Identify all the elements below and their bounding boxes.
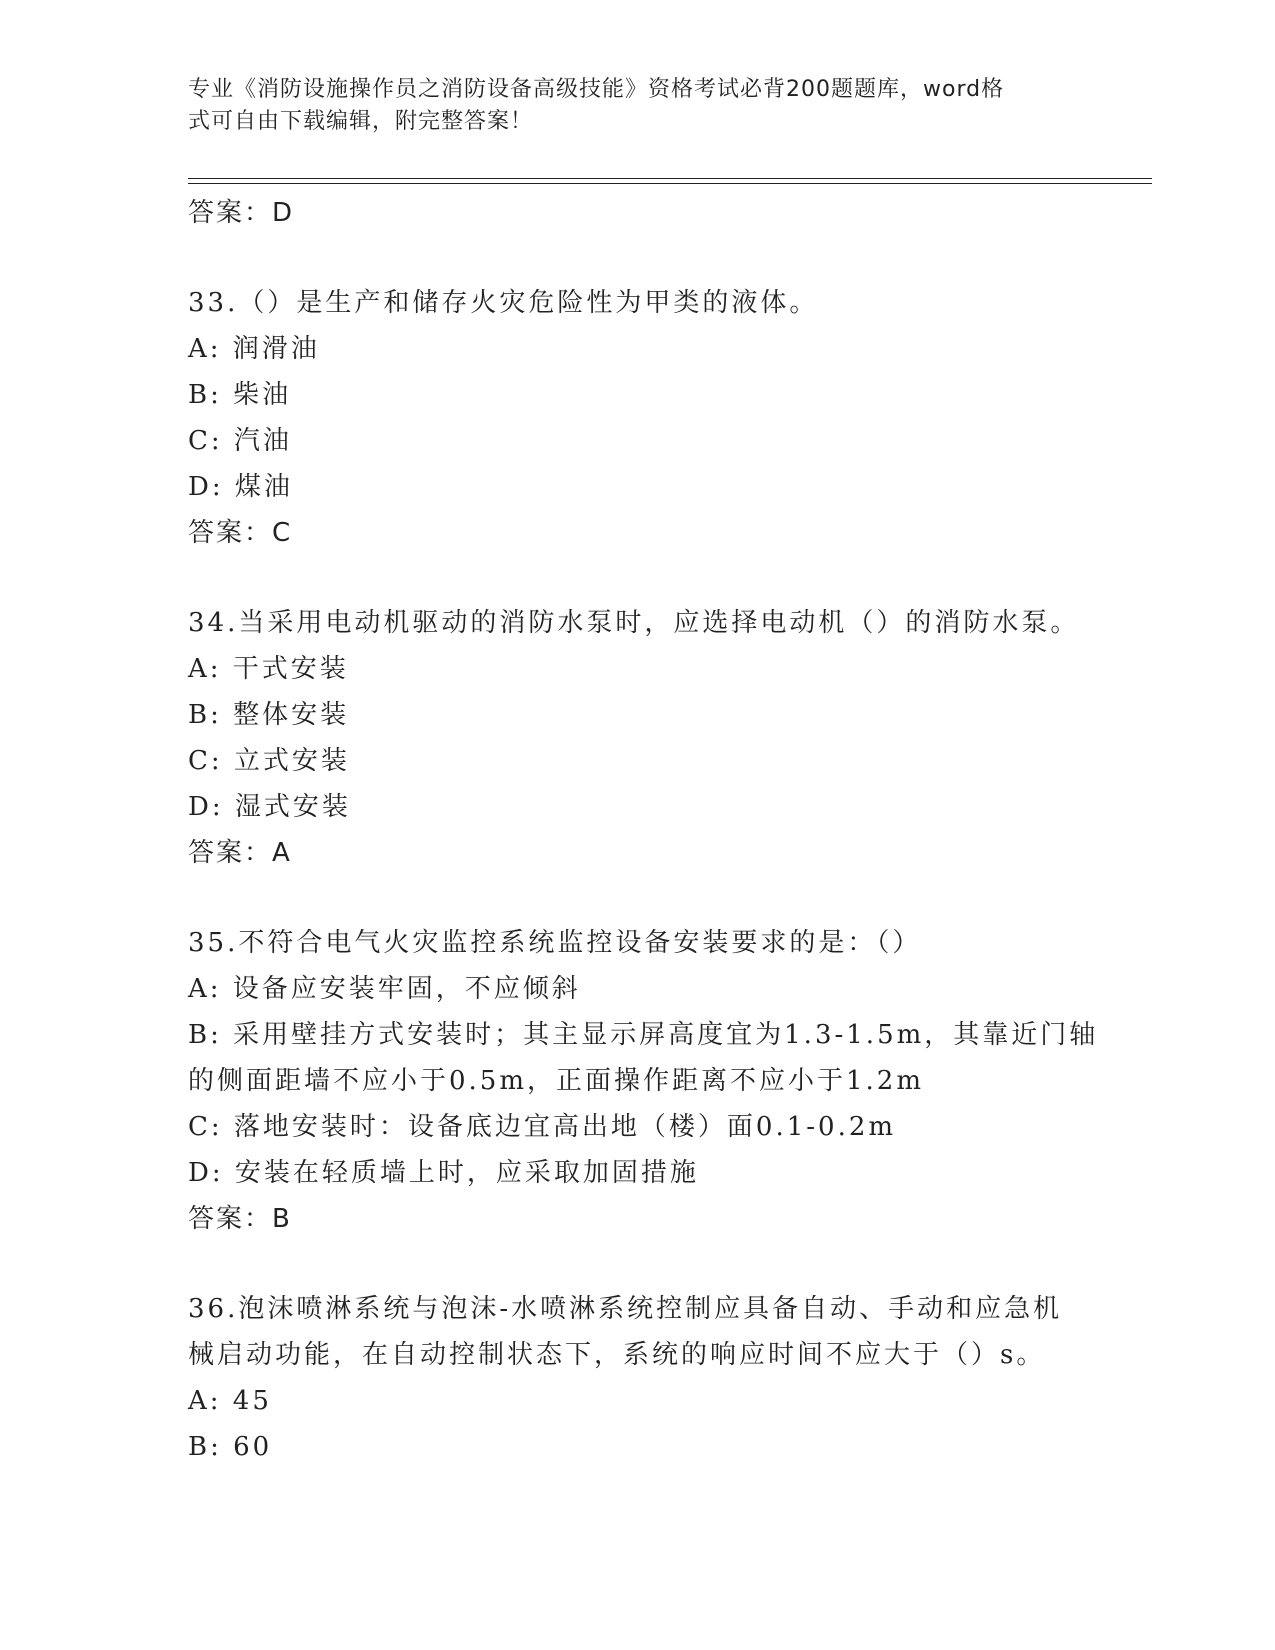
spacer <box>188 876 1088 920</box>
option-c: C: 落地安装时：设备底边宜高出地（楼）面0.1-0.2m <box>188 1112 897 1142</box>
question-text: 不符合电气火灾监控系统监控设备安装要求的是：（） <box>238 928 922 958</box>
question-block-34 <box>188 600 1088 876</box>
header-divider-bottom <box>188 183 1152 184</box>
option-a: A: 干式安装 <box>188 654 349 684</box>
answer-line: 答案：B <box>188 1204 292 1234</box>
option-c: C: 立式安装 <box>188 746 350 776</box>
option-b-continued: 的侧面距墙不应小于0.5m，正面操作距离不应小于1.2m <box>188 1066 925 1096</box>
header-line-2: 式可自由下载编辑，附完整答案！ <box>188 109 534 134</box>
question-list <box>188 190 1099 1470</box>
question-stem <box>188 920 1088 966</box>
option-c: C: 汽油 <box>188 426 292 456</box>
question-block-36 <box>188 1286 1088 1470</box>
spacer <box>188 556 1088 600</box>
question-number: 35. <box>188 928 239 958</box>
answer-line: 答案：C <box>188 518 293 548</box>
option-b: B: 整体安装 <box>188 700 350 730</box>
question-stem <box>188 1286 1088 1332</box>
option-a: A: 设备应安装牢固，不应倾斜 <box>188 974 581 1004</box>
document-header <box>188 74 1068 138</box>
spacer <box>188 1242 1088 1286</box>
answer-line: 答案：A <box>188 838 292 868</box>
question-block-33 <box>188 280 1088 556</box>
option-b: B: 采用壁挂方式安装时；其主显示屏高度宜为1.3-1.5m，其靠近门轴 <box>188 1020 1099 1050</box>
header-line-1: 专业《消防设施操作员之消防设备高级技能》资格考试必背200题题库，word格 <box>188 77 1005 102</box>
question-stem <box>188 600 1088 646</box>
question-number: 33. <box>188 288 239 318</box>
header-divider-top <box>188 178 1152 179</box>
question-number: 36. <box>188 1294 239 1324</box>
option-d: D: 煤油 <box>188 472 293 502</box>
question-text: （）是生产和储存火灾危险性为甲类的液体。 <box>238 288 819 318</box>
question-stem-continued: 械启动功能，在自动控制状态下，系统的响应时间不应大于（）s。 <box>188 1340 1046 1370</box>
answer-line: 答案：D <box>188 198 295 228</box>
option-b: B: 柴油 <box>188 380 292 410</box>
spacer <box>188 236 1088 280</box>
option-d: D: 安装在轻质墙上时，应采取加固措施 <box>188 1158 699 1188</box>
option-d: D: 湿式安装 <box>188 792 351 822</box>
option-a: A: 润滑油 <box>188 334 320 364</box>
question-number: 34. <box>188 608 239 638</box>
question-text: 当采用电动机驱动的消防水泵时，应选择电动机（）的消防水泵。 <box>238 608 1080 638</box>
question-block-35 <box>188 920 1099 1242</box>
option-b: B: 60 <box>188 1432 273 1462</box>
option-a: A: 45 <box>188 1386 272 1416</box>
question-text: 泡沫喷淋系统与泡沫-水喷淋系统控制应具备自动、手动和应急机 <box>238 1294 1063 1324</box>
question-stem <box>188 280 1088 326</box>
